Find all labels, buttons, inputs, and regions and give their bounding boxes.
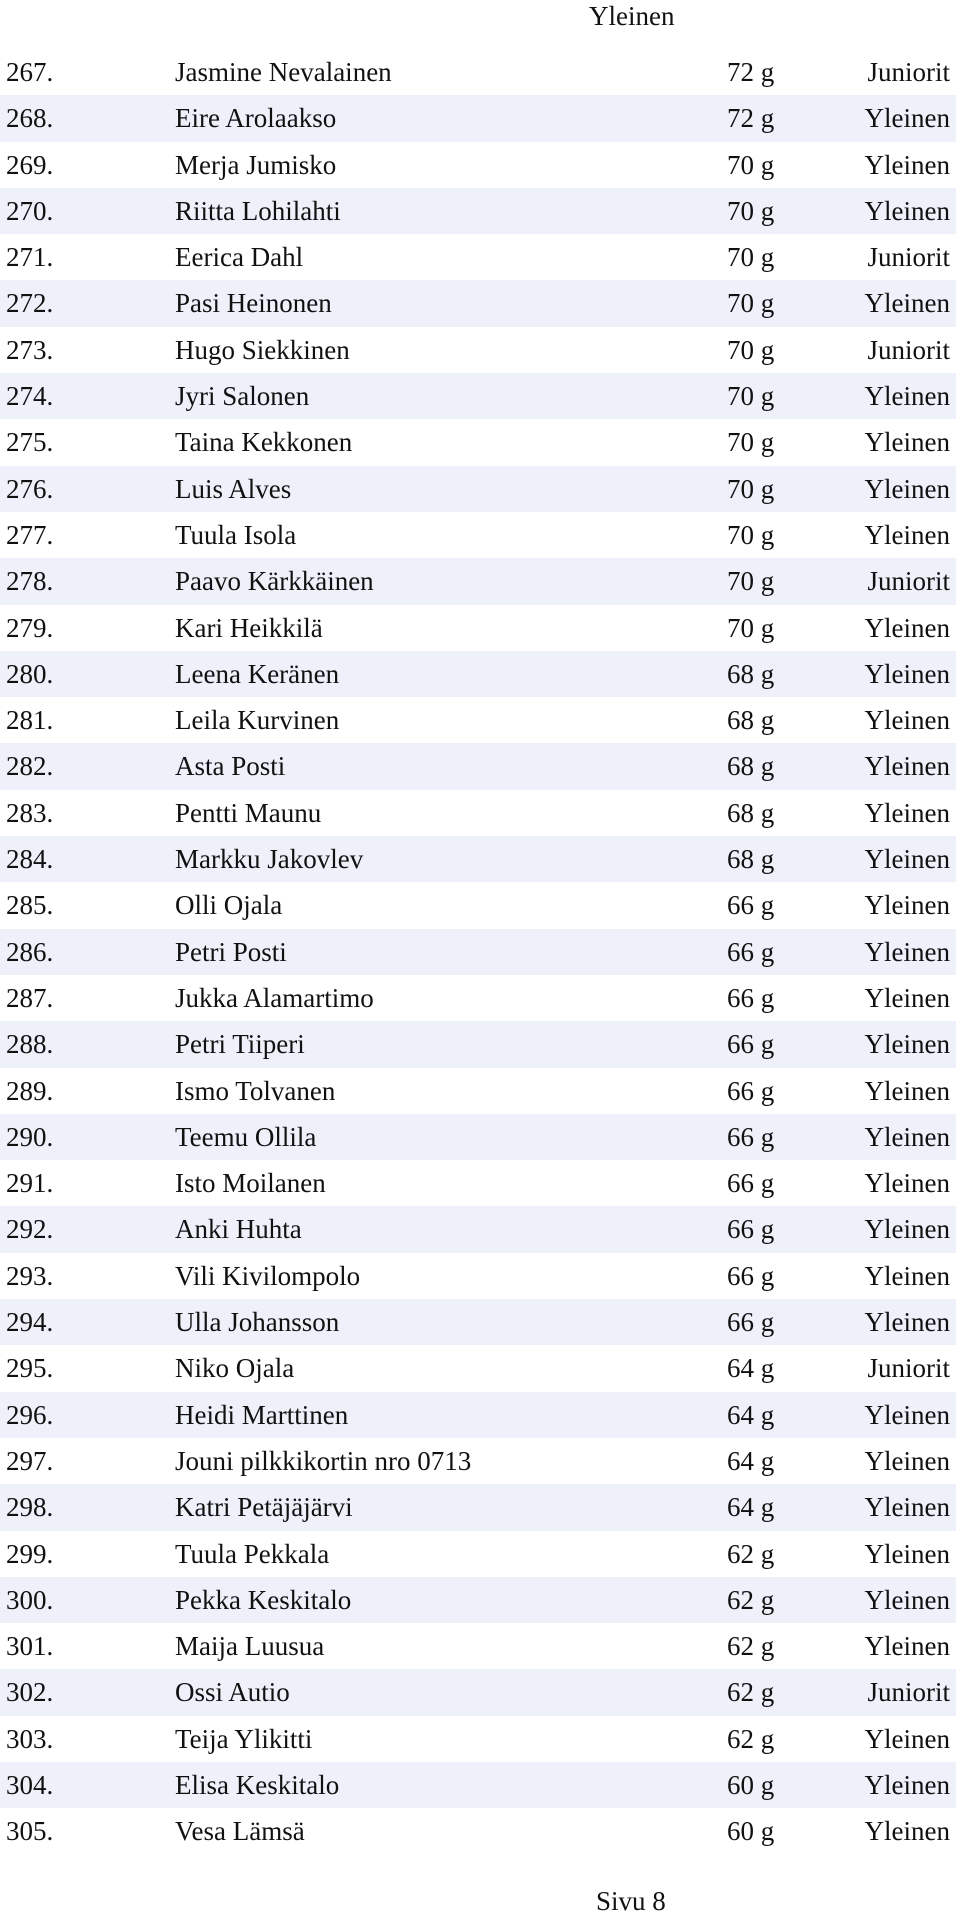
rank-cell: 295. xyxy=(6,1353,54,1384)
name-cell: Pentti Maunu xyxy=(175,797,322,828)
class-cell: Yleinen xyxy=(864,936,950,967)
weight-cell: 62 g xyxy=(727,1723,775,1754)
weight-cell: 70 g xyxy=(727,612,775,643)
name-cell: Tuula Isola xyxy=(175,519,297,550)
class-cell: Juniorit xyxy=(867,334,950,365)
result-row xyxy=(0,188,956,234)
name-cell: Luis Alves xyxy=(175,473,292,504)
class-cell: Yleinen xyxy=(864,1075,950,1106)
class-cell: Yleinen xyxy=(864,473,950,504)
weight-cell: 66 g xyxy=(727,1029,775,1060)
weight-cell: 70 g xyxy=(727,566,775,597)
class-cell: Yleinen xyxy=(864,1121,950,1152)
result-row xyxy=(0,419,956,465)
class-cell: Yleinen xyxy=(864,381,950,412)
weight-cell: 64 g xyxy=(727,1399,775,1430)
result-row xyxy=(0,373,956,419)
result-row xyxy=(0,466,956,512)
class-cell: Yleinen xyxy=(864,103,950,134)
class-cell: Yleinen xyxy=(864,195,950,226)
weight-cell: 62 g xyxy=(727,1584,775,1615)
rank-cell: 303. xyxy=(6,1723,54,1754)
rank-cell: 287. xyxy=(6,982,54,1013)
result-row xyxy=(0,790,956,836)
name-cell: Petri Tiiperi xyxy=(175,1029,305,1060)
rank-cell: 284. xyxy=(6,844,54,875)
rank-cell: 270. xyxy=(6,195,54,226)
class-cell: Juniorit xyxy=(867,242,950,273)
result-row xyxy=(0,1253,956,1299)
weight-cell: 68 g xyxy=(727,705,775,736)
name-cell: Petri Posti xyxy=(175,936,287,967)
weight-cell: 62 g xyxy=(727,1538,775,1569)
class-cell: Yleinen xyxy=(864,427,950,458)
class-cell: Yleinen xyxy=(864,1631,950,1662)
result-row xyxy=(0,1531,956,1577)
rank-cell: 274. xyxy=(6,381,54,412)
weight-cell: 70 g xyxy=(727,149,775,180)
weight-cell: 66 g xyxy=(727,982,775,1013)
rank-cell: 291. xyxy=(6,1168,54,1199)
class-cell: Yleinen xyxy=(864,1492,950,1523)
name-cell: Kari Heikkilä xyxy=(175,612,323,643)
result-row xyxy=(0,512,956,558)
name-cell: Isto Moilanen xyxy=(175,1168,326,1199)
weight-cell: 66 g xyxy=(727,890,775,921)
name-cell: Teemu Ollila xyxy=(175,1121,317,1152)
rank-cell: 279. xyxy=(6,612,54,643)
rank-cell: 276. xyxy=(6,473,54,504)
result-row xyxy=(0,1623,956,1669)
name-cell: Katri Petäjäjärvi xyxy=(175,1492,353,1523)
class-cell: Yleinen xyxy=(864,1538,950,1569)
result-row xyxy=(0,697,956,743)
rank-cell: 267. xyxy=(6,57,54,87)
result-row xyxy=(0,280,956,326)
result-row xyxy=(0,882,956,928)
rank-cell: 294. xyxy=(6,1307,54,1338)
rank-cell: 272. xyxy=(6,288,54,319)
class-cell: Yleinen xyxy=(864,797,950,828)
class-cell: Juniorit xyxy=(867,1677,950,1708)
rank-cell: 288. xyxy=(6,1029,54,1060)
name-cell: Tuula Pekkala xyxy=(175,1538,330,1569)
result-row xyxy=(0,743,956,789)
name-cell: Jouni pilkkikortin nro 0713 xyxy=(175,1445,472,1476)
class-cell: Yleinen xyxy=(864,890,950,921)
weight-cell: 66 g xyxy=(727,1260,775,1291)
class-cell: Yleinen xyxy=(864,612,950,643)
rank-cell: 304. xyxy=(6,1769,54,1800)
weight-cell: 62 g xyxy=(727,1677,775,1708)
weight-cell: 66 g xyxy=(727,1075,775,1106)
rank-cell: 299. xyxy=(6,1538,54,1569)
weight-cell: 72 g xyxy=(727,103,775,134)
result-row xyxy=(0,1114,956,1160)
class-cell: Juniorit xyxy=(867,57,950,87)
name-cell: Anki Huhta xyxy=(175,1214,302,1245)
rank-cell: 282. xyxy=(6,751,54,782)
rank-cell: 281. xyxy=(6,705,54,736)
result-row xyxy=(0,1392,956,1438)
name-cell: Jukka Alamartimo xyxy=(175,982,374,1013)
name-cell: Ismo Tolvanen xyxy=(175,1075,336,1106)
result-row xyxy=(0,605,956,651)
result-row xyxy=(0,49,956,95)
result-row xyxy=(0,836,956,882)
result-row xyxy=(0,651,956,697)
name-cell: Vesa Lämsä xyxy=(175,1816,305,1847)
weight-cell: 64 g xyxy=(727,1353,775,1384)
name-cell: Niko Ojala xyxy=(175,1353,295,1384)
name-cell: Heidi Marttinen xyxy=(175,1399,349,1430)
weight-cell: 60 g xyxy=(727,1769,775,1800)
weight-cell: 66 g xyxy=(727,936,775,967)
name-cell: Ulla Johansson xyxy=(175,1307,340,1338)
weight-cell: 66 g xyxy=(727,1214,775,1245)
weight-cell: 66 g xyxy=(727,1168,775,1199)
result-row xyxy=(0,327,956,373)
result-row xyxy=(0,1345,956,1391)
weight-cell: 64 g xyxy=(727,1445,775,1476)
name-cell: Jyri Salonen xyxy=(175,381,310,412)
weight-cell: 70 g xyxy=(727,195,775,226)
weight-cell: 70 g xyxy=(727,334,775,365)
result-row xyxy=(0,1021,956,1067)
results-list xyxy=(0,49,956,1855)
weight-cell: 70 g xyxy=(727,288,775,319)
page-number: Sivu 8 xyxy=(596,1886,666,1916)
class-cell: Yleinen xyxy=(864,1214,950,1245)
result-row xyxy=(0,1577,956,1623)
rank-cell: 283. xyxy=(6,797,54,828)
name-cell: Elisa Keskitalo xyxy=(175,1769,340,1800)
name-cell: Hugo Siekkinen xyxy=(175,334,350,365)
class-cell: Yleinen xyxy=(864,1769,950,1800)
class-cell: Yleinen xyxy=(864,1168,950,1199)
name-cell: Ossi Autio xyxy=(175,1677,290,1708)
rank-cell: 293. xyxy=(6,1260,54,1291)
class-cell: Yleinen xyxy=(864,751,950,782)
class-cell: Yleinen xyxy=(864,705,950,736)
rank-cell: 290. xyxy=(6,1121,54,1152)
weight-cell: 66 g xyxy=(727,1307,775,1338)
result-row xyxy=(0,1669,956,1715)
class-cell: Yleinen xyxy=(864,1399,950,1430)
class-cell: Yleinen xyxy=(864,982,950,1013)
name-cell: Maija Luusua xyxy=(175,1631,325,1662)
rank-cell: 292. xyxy=(6,1214,54,1245)
weight-cell: 60 g xyxy=(727,1816,775,1847)
result-row xyxy=(0,1438,956,1484)
name-cell: Leena Keränen xyxy=(175,658,340,689)
rank-cell: 285. xyxy=(6,890,54,921)
weight-cell: 70 g xyxy=(727,427,775,458)
name-cell: Merja Jumisko xyxy=(175,149,337,180)
name-cell: Olli Ojala xyxy=(175,890,283,921)
name-cell: Pasi Heinonen xyxy=(175,288,332,319)
name-cell: Paavo Kärkkäinen xyxy=(175,566,374,597)
weight-cell: 66 g xyxy=(727,1121,775,1152)
weight-cell: 70 g xyxy=(727,242,775,273)
rank-cell: 297. xyxy=(6,1445,54,1476)
rank-cell: 280. xyxy=(6,658,54,689)
result-row xyxy=(0,142,956,188)
weight-cell: 68 g xyxy=(727,658,775,689)
result-row xyxy=(0,1068,956,1114)
name-cell: Taina Kekkonen xyxy=(175,427,353,458)
rank-cell: 268. xyxy=(6,103,54,134)
weight-cell: 72 g xyxy=(727,57,775,87)
class-cell: Yleinen xyxy=(864,519,950,550)
name-cell: Vili Kivilompolo xyxy=(175,1260,361,1291)
class-cell: Yleinen xyxy=(864,1584,950,1615)
weight-cell: 70 g xyxy=(727,473,775,504)
rank-cell: 286. xyxy=(6,936,54,967)
rank-cell: 301. xyxy=(6,1631,54,1662)
class-cell: Yleinen xyxy=(864,658,950,689)
class-cell: Yleinen xyxy=(864,1029,950,1060)
result-row xyxy=(0,1808,956,1854)
rank-cell: 302. xyxy=(6,1677,54,1708)
result-row xyxy=(0,1762,956,1808)
name-cell: Teija Ylikitti xyxy=(175,1723,313,1754)
rank-cell: 305. xyxy=(6,1816,54,1847)
class-cell: Yleinen xyxy=(864,1723,950,1754)
class-cell: Yleinen xyxy=(864,844,950,875)
class-cell: Juniorit xyxy=(867,566,950,597)
class-cell: Yleinen xyxy=(864,149,950,180)
rank-cell: 300. xyxy=(6,1584,54,1615)
result-row xyxy=(0,929,956,975)
rank-cell: 269. xyxy=(6,149,54,180)
rank-cell: 298. xyxy=(6,1492,54,1523)
result-row xyxy=(0,1206,956,1252)
name-cell: Eire Arolaakso xyxy=(175,103,337,134)
result-row xyxy=(0,1484,956,1530)
result-row xyxy=(0,234,956,280)
previous-row-class-label: Yleinen xyxy=(589,1,675,31)
result-row xyxy=(0,1160,956,1206)
class-cell: Yleinen xyxy=(864,1816,950,1847)
name-cell: Riitta Lohilahti xyxy=(175,195,341,226)
class-cell: Yleinen xyxy=(864,1307,950,1338)
result-row xyxy=(0,558,956,604)
rank-cell: 278. xyxy=(6,566,54,597)
rank-cell: 289. xyxy=(6,1075,54,1106)
rank-cell: 277. xyxy=(6,519,54,550)
name-cell: Pekka Keskitalo xyxy=(175,1584,352,1615)
rank-cell: 273. xyxy=(6,334,54,365)
weight-cell: 64 g xyxy=(727,1492,775,1523)
class-cell: Juniorit xyxy=(867,1353,950,1384)
weight-cell: 62 g xyxy=(727,1631,775,1662)
class-cell: Yleinen xyxy=(864,288,950,319)
name-cell: Markku Jakovlev xyxy=(175,844,364,875)
class-cell: Yleinen xyxy=(864,1260,950,1291)
rank-cell: 296. xyxy=(6,1399,54,1430)
name-cell: Asta Posti xyxy=(175,751,286,782)
weight-cell: 68 g xyxy=(727,797,775,828)
class-cell: Yleinen xyxy=(864,1445,950,1476)
result-row xyxy=(0,1716,956,1762)
weight-cell: 70 g xyxy=(727,519,775,550)
weight-cell: 68 g xyxy=(727,751,775,782)
name-cell: Leila Kurvinen xyxy=(175,705,340,736)
result-row xyxy=(0,1299,956,1345)
name-cell: Jasmine Nevalainen xyxy=(175,57,392,87)
result-row xyxy=(0,95,956,141)
weight-cell: 70 g xyxy=(727,381,775,412)
rank-cell: 275. xyxy=(6,427,54,458)
name-cell: Eerica Dahl xyxy=(175,242,304,273)
result-row xyxy=(0,975,956,1021)
rank-cell: 271. xyxy=(6,242,54,273)
weight-cell: 68 g xyxy=(727,844,775,875)
